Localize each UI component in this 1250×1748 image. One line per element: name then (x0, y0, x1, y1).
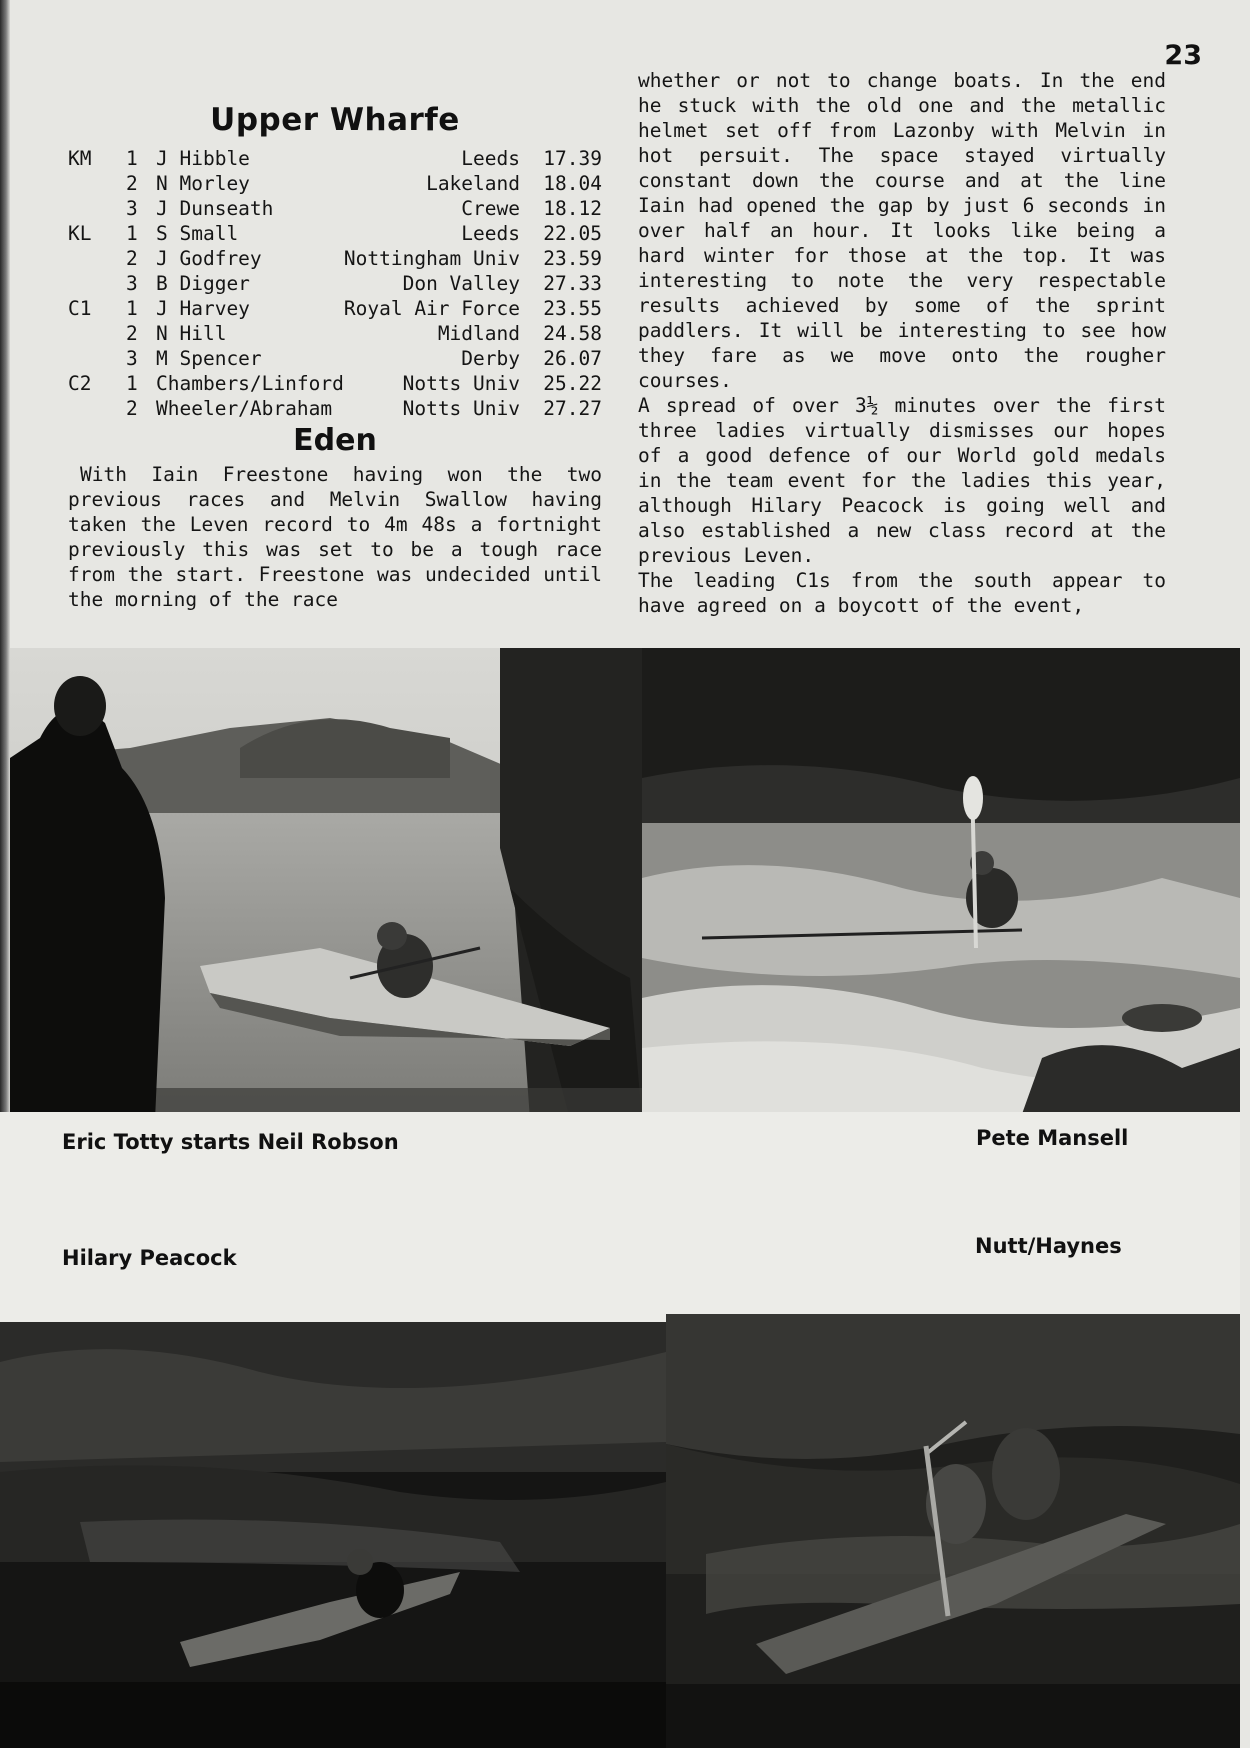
result-class (68, 246, 126, 271)
result-position: 3 (126, 347, 138, 370)
result-time: 23.59 (543, 247, 602, 270)
result-time: 22.05 (543, 222, 602, 245)
result-class: C1 (68, 297, 92, 320)
result-row (68, 396, 602, 421)
result-time: 27.27 (543, 397, 602, 420)
result-name: J Godfrey (156, 247, 262, 270)
result-row (68, 171, 602, 196)
result-row (68, 271, 602, 296)
caption-eric-totty: Eric Totty starts Neil Robson (62, 1130, 399, 1154)
result-position: 2 (126, 172, 138, 195)
upper-wharfe-results-table (68, 146, 602, 421)
result-position: 1 (126, 372, 138, 395)
photo-rapids (642, 648, 1240, 1114)
result-row (68, 246, 602, 271)
eden-heading: Eden (293, 423, 377, 458)
photo-hilary-peacock-image (0, 1322, 666, 1748)
eden-paragraph: With Iain Freestone having won the two previous races and Melvin Swallow having taken the Leven record to 4m 48s a fortnight previously this was set to be a tough race from the start. Freestone was undecided until the morning of the race (68, 463, 602, 611)
result-time: 23.55 (543, 297, 602, 320)
article-paragraph-3: The leading C1s from the south appear to have agreed on a boycott of the event, (638, 569, 1166, 617)
caption-pete-mansell: Pete Mansell (976, 1126, 1129, 1150)
result-position: 2 (126, 397, 138, 420)
photo-hilary-peacock (0, 1322, 666, 1748)
left-column (68, 96, 602, 612)
result-name: N Morley (156, 172, 250, 195)
page-number: 23 (1164, 40, 1202, 71)
photo-nutt-haynes (666, 1314, 1240, 1748)
result-time: 24.58 (543, 322, 602, 345)
result-time: 25.22 (543, 372, 602, 395)
result-row (68, 296, 602, 321)
result-club: Midland (437, 322, 520, 345)
result-position: 1 (126, 222, 138, 245)
result-position: 2 (126, 322, 138, 345)
caption-hilary-peacock: Hilary Peacock (62, 1246, 237, 1270)
result-position: 1 (126, 297, 138, 320)
result-club: Lakeland (426, 172, 520, 195)
result-name: J Dunseath (156, 197, 274, 220)
result-row (68, 146, 602, 171)
result-club: Leeds (461, 222, 520, 245)
result-time: 17.39 (543, 147, 602, 170)
result-name: Wheeler/Abraham (156, 397, 333, 420)
result-name: N Hill (156, 322, 227, 345)
result-club: Don Valley (402, 272, 520, 295)
result-position: 3 (126, 197, 138, 220)
photo-start-line-image (10, 648, 642, 1120)
result-club: Notts Univ (402, 397, 520, 420)
result-name: M Spencer (156, 347, 262, 370)
photo-rapids-image (642, 648, 1240, 1114)
result-row (68, 196, 602, 221)
result-name: J Harvey (156, 297, 250, 320)
result-row (68, 221, 602, 246)
result-club: Nottingham Univ (343, 247, 520, 270)
result-class (68, 171, 126, 196)
article-paragraph-1: whether or not to change boats. In the end he stuck with the old one and the metallic helmet set off from Lazonby with Melvin in hot persuit. The space stayed virtually constant down the course and at the line Iain had opened the gap by just 6 seconds in over half an hour. It looks like being a hard winter for those at the top. It was interesting to note the very respectable results achieved by some of the sprint paddlers. It will be interesting to see how they fare as we move onto the rougher courses. (638, 69, 1166, 392)
result-position: 2 (126, 247, 138, 270)
result-club: Notts Univ (402, 372, 520, 395)
result-name: Chambers/Linford (156, 372, 344, 395)
result-time: 18.12 (543, 197, 602, 220)
result-club: Leeds (461, 147, 520, 170)
result-name: J Hibble (156, 147, 250, 170)
result-club: Royal Air Force (343, 297, 520, 320)
photo-start-line (10, 648, 642, 1120)
result-class: KL (68, 222, 92, 245)
result-row (68, 371, 602, 396)
right-column (638, 68, 1166, 618)
result-class (68, 271, 126, 296)
result-time: 26.07 (543, 347, 602, 370)
upper-wharfe-heading: Upper Wharfe (210, 102, 460, 138)
result-class (68, 346, 126, 371)
result-class (68, 321, 126, 346)
result-class (68, 396, 126, 421)
result-time: 27.33 (543, 272, 602, 295)
result-name: S Small (156, 222, 239, 245)
result-name: B Digger (156, 272, 250, 295)
result-position: 3 (126, 272, 138, 295)
result-class: KM (68, 147, 92, 170)
result-row (68, 346, 602, 371)
result-class (68, 196, 126, 221)
result-class: C2 (68, 372, 92, 395)
result-club: Derby (461, 347, 520, 370)
result-row (68, 321, 602, 346)
photo-nutt-haynes-image (666, 1314, 1240, 1748)
result-position: 1 (126, 147, 138, 170)
result-club: Crewe (461, 197, 520, 220)
result-time: 18.04 (543, 172, 602, 195)
article-paragraph-2: A spread of over 3½ minutes over the first three ladies virtually dismisses our hopes of a good defence of our World gold medals in the team event for the ladies this year, although Hilary Peacock is going well and also established a new class record at the previous Leven. (638, 394, 1166, 567)
caption-nutt-haynes: Nutt/Haynes (975, 1234, 1122, 1258)
